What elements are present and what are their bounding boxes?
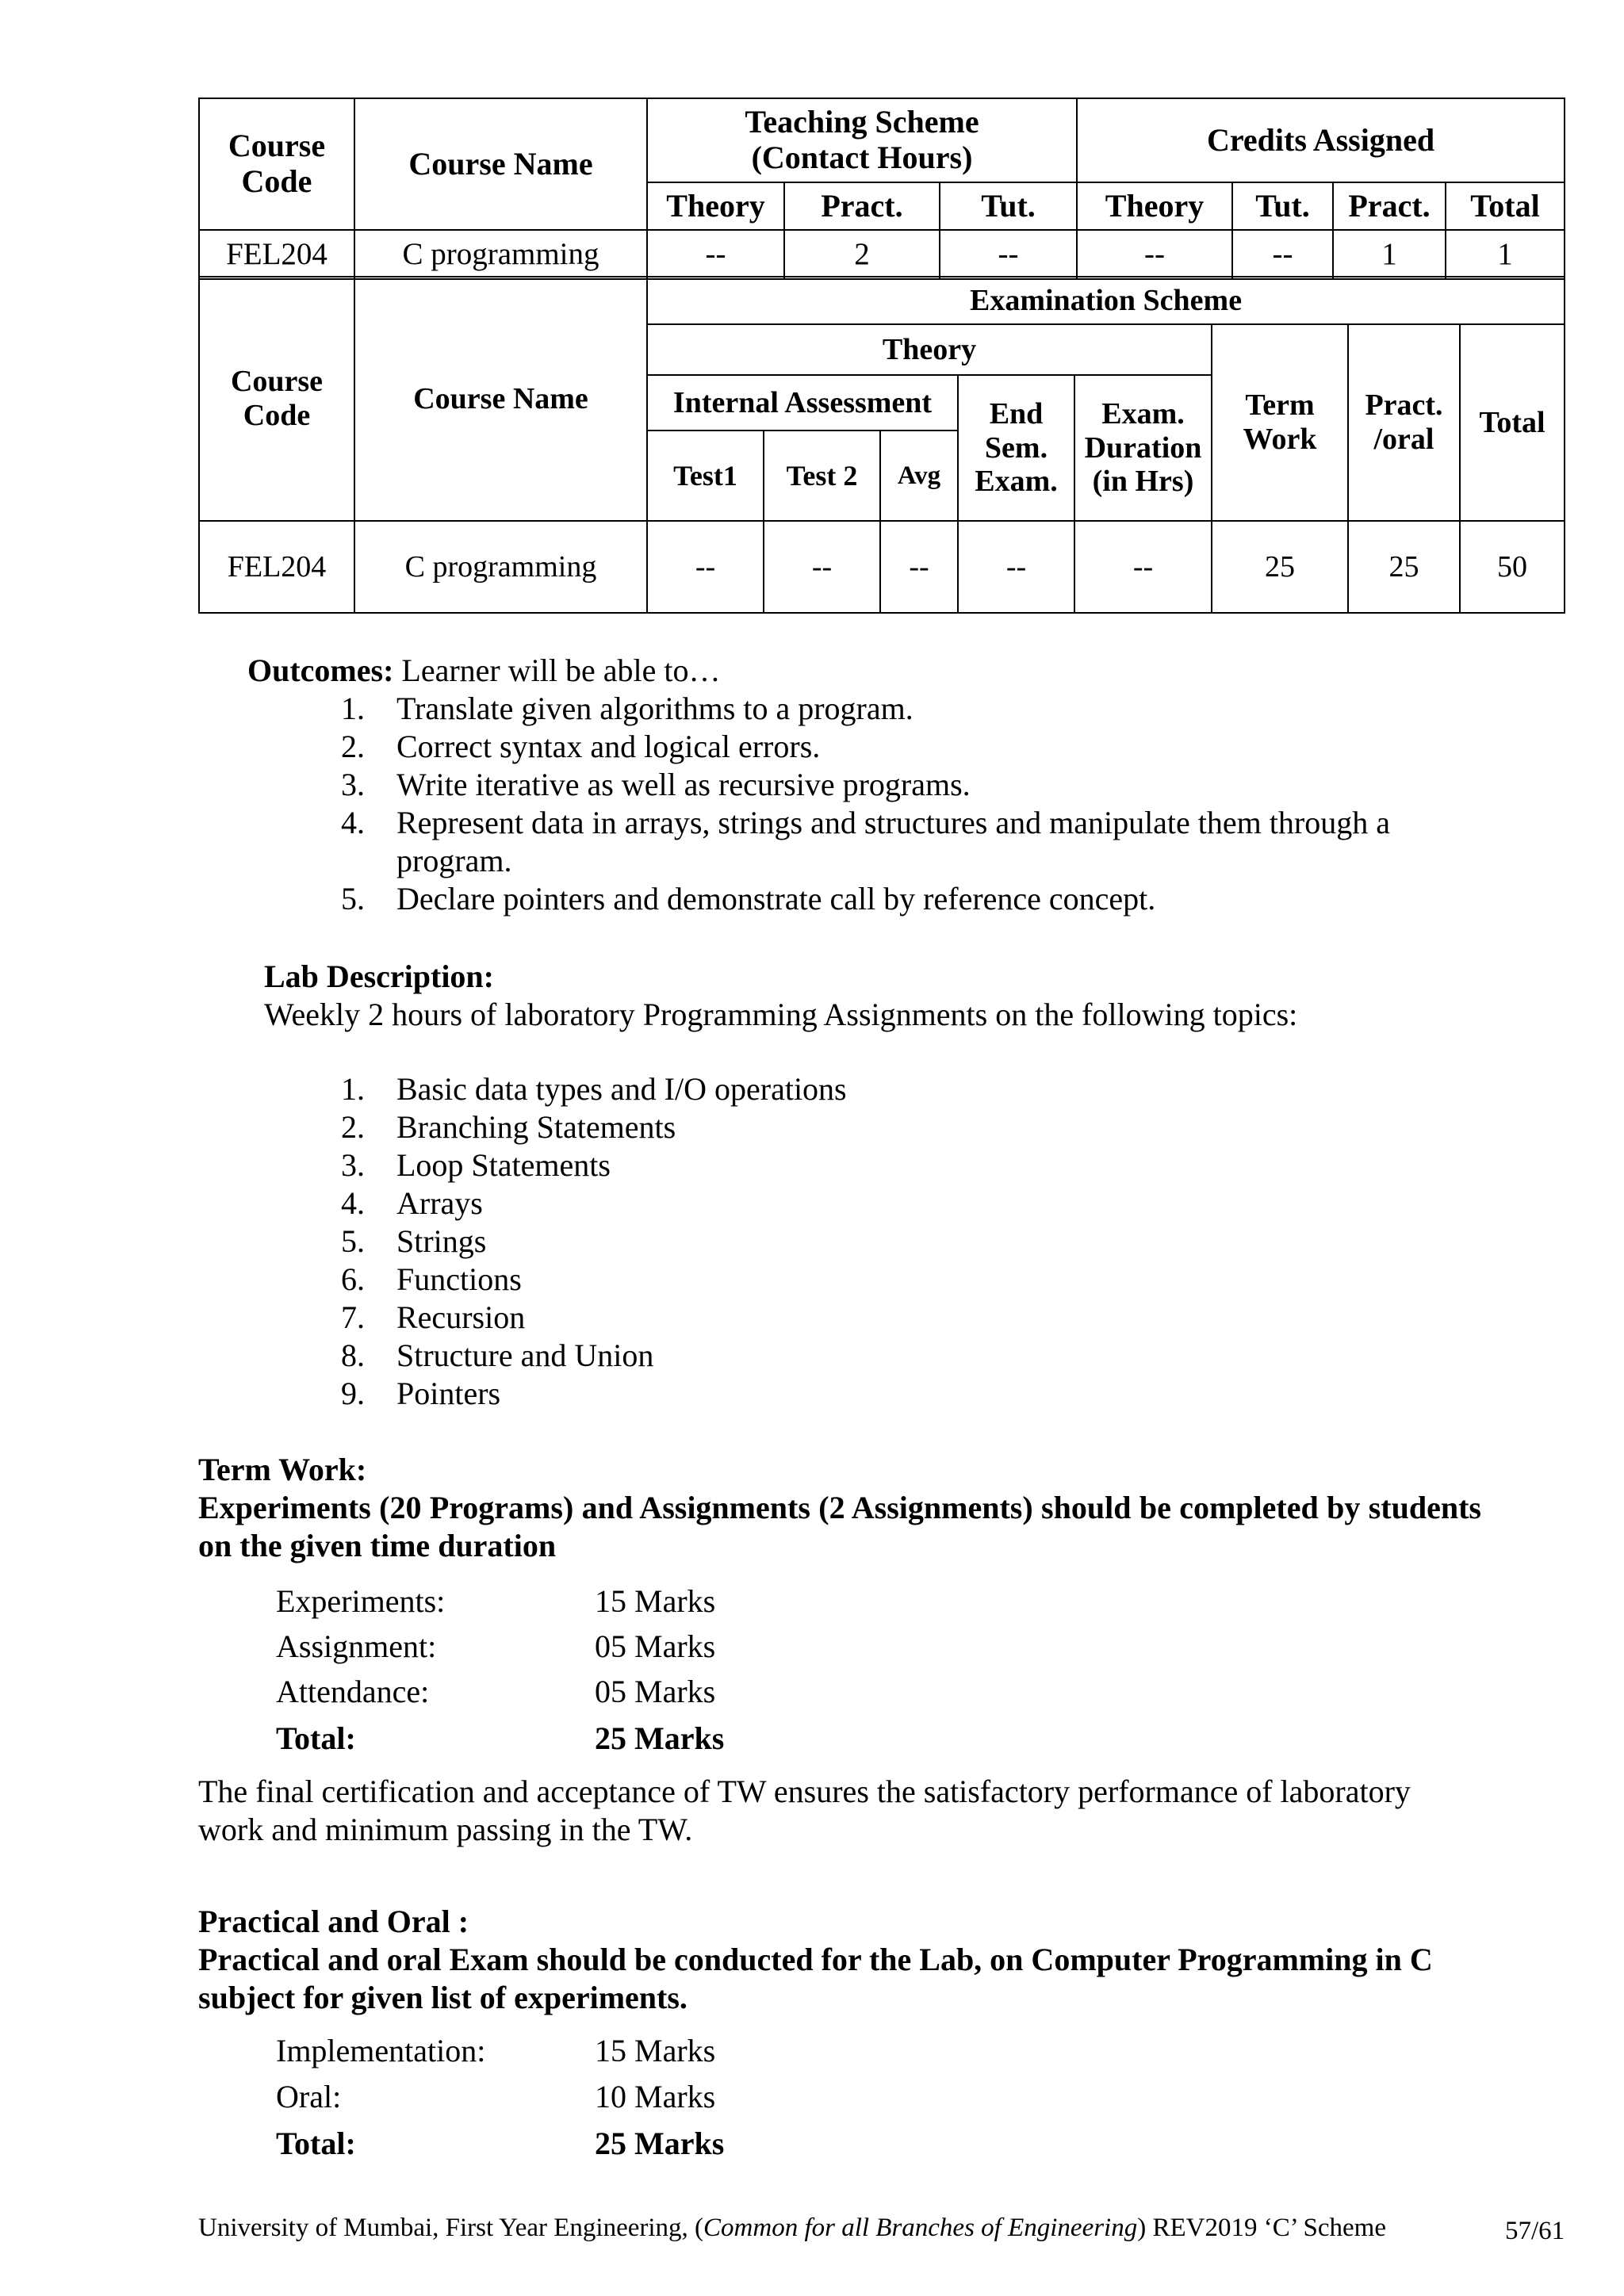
- end-sem-line3: Exam.: [975, 465, 1058, 499]
- marks-label: Attendance:: [276, 1674, 430, 1709]
- list-item: 5. Strings: [341, 1223, 487, 1259]
- pract-oral-header: [1348, 324, 1460, 521]
- lab-description-heading: Lab Description:: [264, 959, 494, 994]
- teaching-scheme-line2: (Contact Hours): [751, 140, 973, 175]
- marks-label: Oral:: [276, 2079, 342, 2114]
- table-cell: C programming: [354, 230, 647, 279]
- list-item: 1. Basic data types and I/O operations: [341, 1071, 847, 1107]
- list-item: 2. Correct syntax and logical errors.: [341, 729, 821, 764]
- footer-prefix: University of Mumbai, First Year Engineering, (: [198, 2214, 704, 2242]
- list-item-text: Arrays: [396, 1185, 483, 1221]
- list-item: 1. Translate given algorithms to a program.: [341, 691, 914, 726]
- list-item-text: Represent data in arrays, strings and structures and manipulate them through a program.: [396, 805, 1390, 878]
- table-cell: 50: [1460, 521, 1565, 613]
- list-item-text: Write iterative as well as recursive programs.: [396, 767, 971, 802]
- table-cell: C programming: [354, 521, 647, 613]
- marks-label: Assignment:: [276, 1628, 437, 1664]
- internal-assessment-header: Internal Assessment: [647, 375, 958, 430]
- test2-header: Test 2: [764, 430, 880, 521]
- term-work-header: [1212, 324, 1348, 521]
- footer-italic: Common for all Branches of Engineering: [703, 2214, 1138, 2242]
- table-row: [199, 230, 1565, 279]
- table-cell: --: [647, 230, 784, 279]
- list-item: 3. Loop Statements: [341, 1147, 611, 1183]
- pract-oral-line1: Pract.: [1365, 388, 1443, 423]
- sub-header: Pract.: [1333, 182, 1446, 230]
- teaching-scheme-header: [647, 98, 1077, 182]
- page-number: 57/61: [1505, 2217, 1565, 2245]
- footer-text: [198, 2212, 1386, 2244]
- exam-duration-line3: (in Hrs): [1092, 465, 1194, 499]
- teaching-scheme-table: [198, 98, 1565, 280]
- end-sem-line1: End: [989, 397, 1044, 431]
- marks-total-value: 25 Marks: [595, 1720, 725, 1756]
- outcomes-heading: [247, 652, 720, 690]
- list-item-text: Correct syntax and logical errors.: [396, 729, 821, 764]
- term-work-heading: Term Work:: [198, 1452, 367, 1487]
- footer-suffix: ) REV2019 ‘C’ Scheme: [1137, 2214, 1386, 2242]
- marks-label: Experiments:: [276, 1583, 446, 1619]
- table-cell: --: [647, 521, 764, 613]
- list-item-text: Translate given algorithms to a program.: [396, 691, 914, 726]
- marks-label: Implementation:: [276, 2033, 486, 2068]
- marks-total-label: Total:: [276, 1720, 356, 1756]
- course-name-header: Course Name: [354, 277, 647, 521]
- table-cell: 25: [1212, 521, 1348, 613]
- table-cell: --: [1077, 230, 1232, 279]
- table-cell: 2: [784, 230, 940, 279]
- outcomes-intro: Learner will be able to…: [393, 652, 721, 688]
- list-item-text: Structure and Union: [396, 1337, 654, 1373]
- table-cell: 25: [1348, 521, 1460, 613]
- table-cell: --: [880, 521, 958, 613]
- course-code-header: Course Code: [199, 277, 354, 521]
- marks-value: 05 Marks: [595, 1674, 716, 1709]
- term-work-text: Experiments (20 Programs) and Assignments (2 Assignments) should be completed by students on the given time duration: [198, 1490, 1481, 1563]
- marks-value: 15 Marks: [595, 2033, 716, 2068]
- table-cell: 1: [1446, 230, 1565, 279]
- examination-scheme-table: [198, 276, 1565, 614]
- exam-duration-line1: Exam.: [1101, 397, 1185, 431]
- term-work-note: The final certification and acceptance of TW ensures the satisfactory performance of laboratory work and minimum passing in the TW.: [198, 1774, 1411, 1847]
- lab-description-text: Weekly 2 hours of laboratory Programming Assignments on the following topics:: [264, 997, 1298, 1032]
- course-name-header: Course Name: [354, 98, 647, 230]
- list-item: 3. Write iterative as well as recursive programs.: [341, 767, 971, 802]
- list-item-text: Pointers: [396, 1376, 501, 1411]
- marks-total-label: Total:: [276, 2126, 356, 2161]
- marks-total-value: 25 Marks: [595, 2126, 725, 2161]
- exam-duration-header: [1074, 375, 1212, 521]
- list-item-text: Strings: [396, 1223, 487, 1259]
- end-sem-line2: Sem.: [984, 430, 1048, 465]
- marks-value: 15 Marks: [595, 1583, 716, 1619]
- list-item: 2. Branching Statements: [341, 1109, 676, 1145]
- list-item: 7. Recursion: [341, 1299, 526, 1335]
- list-item-text: Declare pointers and demonstrate call by reference concept.: [396, 881, 1156, 916]
- list-item-text: Branching Statements: [396, 1109, 676, 1145]
- table-cell: --: [764, 521, 880, 613]
- term-work-line2: Work: [1243, 423, 1317, 456]
- table-cell: --: [940, 230, 1077, 279]
- list-item: 6. Functions: [341, 1261, 522, 1297]
- practical-oral-text: Practical and oral Exam should be conducted for the Lab, on Computer Programming in C subject for given list of experiments.: [198, 1942, 1433, 2015]
- lab-topics-list: [341, 1070, 1451, 1413]
- table-cell: FEL204: [199, 521, 354, 613]
- sub-header: Tut.: [940, 182, 1077, 230]
- sub-header: Theory: [1077, 182, 1232, 230]
- list-item: 4. Arrays: [341, 1185, 483, 1221]
- test1-header: Test1: [647, 430, 764, 521]
- marks-value: 10 Marks: [595, 2079, 716, 2114]
- table-cell: --: [1232, 230, 1333, 279]
- end-sem-exam-header: [958, 375, 1074, 521]
- list-item: 8. Structure and Union: [341, 1337, 654, 1373]
- pract-oral-line2: /oral: [1373, 423, 1434, 456]
- table-row: [199, 521, 1565, 613]
- list-item: 9. Pointers: [341, 1376, 501, 1411]
- outcomes-list: [341, 690, 1451, 918]
- list-item-text: Recursion: [396, 1299, 526, 1335]
- marks-value: 05 Marks: [595, 1628, 716, 1664]
- teaching-scheme-line1: Teaching Scheme: [745, 104, 979, 140]
- table-cell: --: [1074, 521, 1212, 613]
- list-item-text: Functions: [396, 1261, 522, 1297]
- list-item-text: Basic data types and I/O operations: [396, 1071, 847, 1107]
- sub-header: Pract.: [784, 182, 940, 230]
- course-code-header: Course Code: [199, 98, 354, 230]
- examination-scheme-header: Examination Scheme: [647, 277, 1565, 324]
- avg-header: Avg: [880, 430, 958, 521]
- table-cell: FEL204: [199, 230, 354, 279]
- exam-duration-line2: Duration: [1084, 430, 1202, 465]
- table-cell: --: [958, 521, 1074, 613]
- sub-header: Theory: [647, 182, 784, 230]
- list-item: 4. Represent data in arrays, strings and structures and manipulate them through a program.: [341, 805, 1390, 878]
- list-item: 5. Declare pointers and demonstrate call by reference concept.: [341, 881, 1156, 916]
- practical-oral-heading: Practical and Oral :: [198, 1904, 469, 1939]
- table-cell: 1: [1333, 230, 1446, 279]
- theory-header: Theory: [647, 324, 1212, 375]
- term-work-line1: Term: [1245, 388, 1315, 423]
- total-header: Total: [1460, 324, 1565, 521]
- list-item-text: Loop Statements: [396, 1147, 611, 1183]
- sub-header: Tut.: [1232, 182, 1333, 230]
- outcomes-label: Outcomes:: [247, 652, 394, 688]
- credits-assigned-header: Credits Assigned: [1077, 98, 1565, 182]
- sub-header: Total: [1446, 182, 1565, 230]
